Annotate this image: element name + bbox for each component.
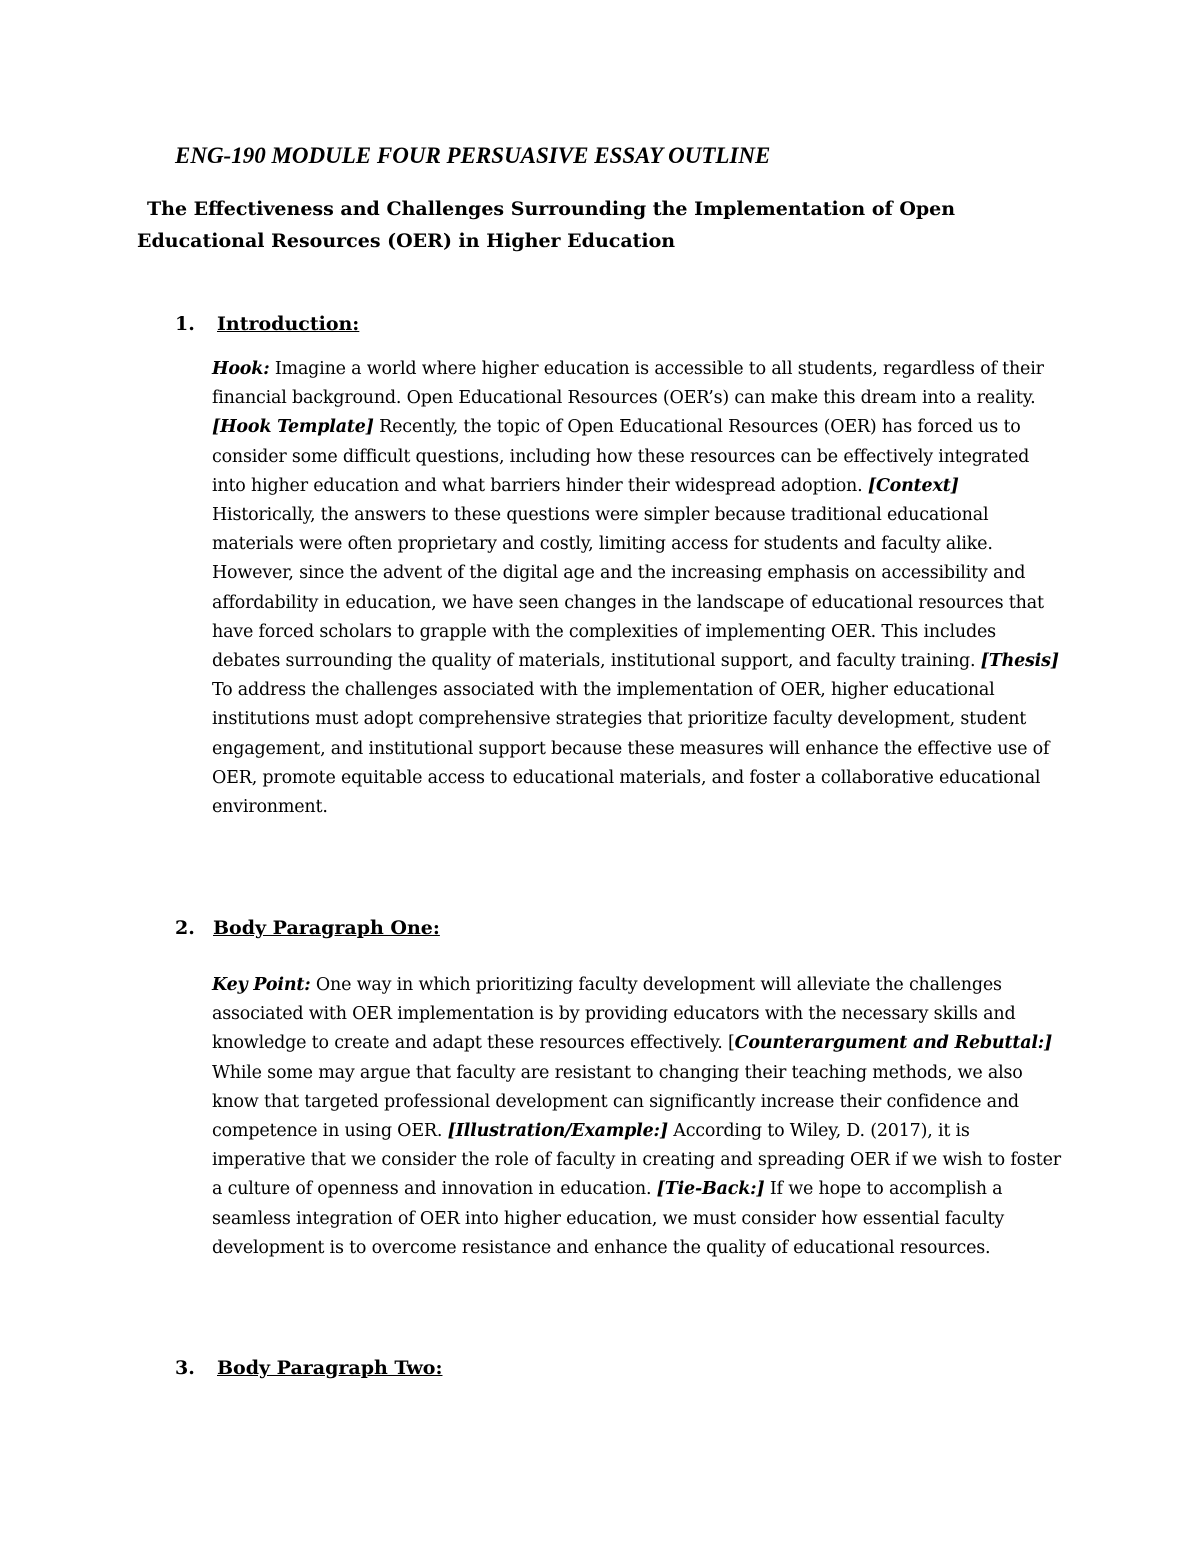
thesis-tag: [Thesis] [980,651,1059,672]
key-point-text: One way in which prioritizing faculty development will alleviate the challenges associated with OER implementation is by providing educators with the necessary skills and knowledge to create and adapt these resources effectively. [212,975,1016,1054]
hook-text: Imagine a world where higher education is accessible to all students, regardless of their financial background. Open Educational Resources (OER’s) can make this dream into a reality. [212,359,1044,409]
context-tag: [Context] [867,475,959,496]
hook-tag: Hook: [212,359,270,379]
section-number: 1. [175,313,195,335]
key-point-tag: Key Point: [212,975,311,995]
illustration-text: According to Wiley, D. (2017), it is imperative that we consider the role of faculty in creating and spreading OER if we wish to foster a culture of openness and innovation in education. [212,1121,1061,1200]
section-heading-introduction [175,313,359,335]
counterargument-text: While some may argue that faculty are resistant to changing their teaching methods, we also know that targeted professional development can significantly increase their confidence and competence in using OER. [212,1062,1023,1142]
hook-template-text: Recently, the topic of Open Educational Resources (OER) has forced us to consider some difficult questions, including how these resources can be effectively integrated into higher education and what barriers hinder their widespread adoption. [212,417,1030,496]
tie-back-tag: [Tie-Back:] [656,1179,765,1200]
section-heading-body-two [175,1357,443,1379]
document-title: ENG-190 MODULE FOUR PERSUASIVE ESSAY OUTLINE [175,143,771,168]
hook-template-tag: [Hook Template] [212,417,374,438]
body-one-paragraph [212,971,1062,1263]
context-text: Historically, the answers to these questions were simpler because traditional educational materials were often proprietary and costly, limiting access for students and faculty alike. However, since the advent of the digital age and the increasing emphasis on accessibility and affordability in education, we have seen changes in the landscape of educational resources that have forced scholars to grapple with the complexities of implementing OER. This includes debates surrounding the quality of materials, institutional support, and faculty training. [212,505,1044,672]
section-number: 2. [175,917,195,939]
essay-subtitle: The Effectiveness and Challenges Surrounding the Implementation of Open Educational Resources (OER) in Higher Education [137,198,956,252]
introduction-paragraph [212,355,1062,822]
section-label: Body Paragraph One: [213,917,440,939]
thesis-text: To address the challenges associated with the implementation of OER, higher educational institutions must adopt comprehensive strategies that prioritize faculty development, student engagement, and institutional support because these measures will enhance the effective use of OER, promote equitable access to educational materials, and foster a collaborative educational environment. [212,680,1050,818]
section-label: Body Paragraph Two: [217,1357,443,1379]
counterargument-tag: Counterargument and Rebuttal:] [734,1033,1053,1054]
tie-back-text: If we hope to accomplish a seamless integration of OER into higher education, we must consider how essential faculty development is to overcome resistance and enhance the quality of educational resources. [212,1179,1005,1258]
section-heading-body-one [175,917,440,939]
counterargument-bracket: [ [728,1033,735,1054]
illustration-tag: [Illustration/Example:] [447,1121,668,1142]
section-number: 3. [175,1357,195,1379]
section-label: Introduction: [217,313,360,335]
